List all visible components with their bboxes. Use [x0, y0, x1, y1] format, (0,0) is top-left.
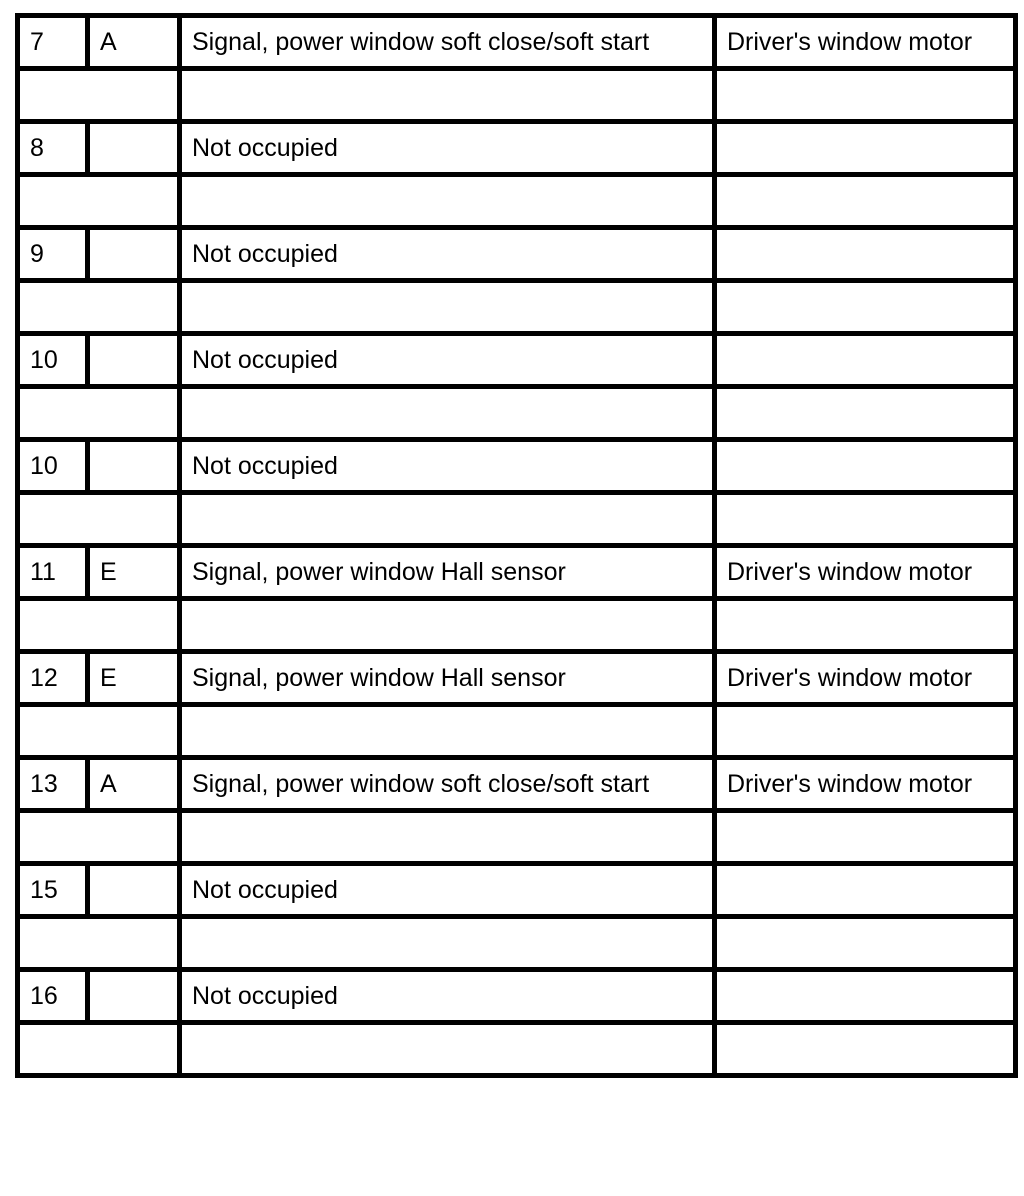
spacer-cell [180, 387, 715, 440]
spacer-cell [715, 69, 1016, 122]
pin-number-cell: 11 [18, 546, 88, 599]
spacer-row [18, 69, 1016, 122]
spacer-cell [715, 175, 1016, 228]
table-row [18, 334, 1016, 387]
description-cell: Not occupied [180, 440, 715, 493]
component-cell [715, 228, 1016, 281]
component-cell [715, 122, 1016, 175]
spacer-cell [18, 493, 180, 546]
component-cell [715, 970, 1016, 1023]
description-cell: Not occupied [180, 334, 715, 387]
component-cell [715, 334, 1016, 387]
spacer-cell [715, 281, 1016, 334]
spacer-cell [180, 493, 715, 546]
description-cell: Not occupied [180, 122, 715, 175]
spacer-cell [18, 1023, 180, 1076]
spacer-cell [715, 387, 1016, 440]
component-cell: Driver's window motor [715, 16, 1016, 69]
spacer-cell [18, 387, 180, 440]
table-row [18, 652, 1016, 705]
spacer-row [18, 281, 1016, 334]
spacer-row [18, 175, 1016, 228]
signal-code-cell [88, 122, 180, 175]
spacer-cell [18, 175, 180, 228]
description-cell: Signal, power window soft close/soft start [180, 16, 715, 69]
table-row [18, 970, 1016, 1023]
description-cell: Signal, power window Hall sensor [180, 546, 715, 599]
pin-number-cell: 8 [18, 122, 88, 175]
signal-code-cell [88, 970, 180, 1023]
pin-number-cell: 15 [18, 864, 88, 917]
pin-number-cell: 13 [18, 758, 88, 811]
description-cell: Signal, power window Hall sensor [180, 652, 715, 705]
component-cell [715, 440, 1016, 493]
signal-code-cell: E [88, 652, 180, 705]
spacer-cell [18, 917, 180, 970]
table-row [18, 228, 1016, 281]
spacer-cell [180, 705, 715, 758]
pin-number-cell: 10 [18, 334, 88, 387]
description-cell: Not occupied [180, 970, 715, 1023]
signal-code-cell [88, 334, 180, 387]
spacer-cell [715, 917, 1016, 970]
table-row [18, 16, 1016, 69]
spacer-cell [180, 69, 715, 122]
spacer-cell [180, 281, 715, 334]
pin-number-cell: 12 [18, 652, 88, 705]
spacer-cell [180, 1023, 715, 1076]
spacer-cell [715, 705, 1016, 758]
component-cell: Driver's window motor [715, 758, 1016, 811]
spacer-cell [180, 917, 715, 970]
pin-assignment-table [15, 13, 1018, 1078]
pin-table-body [18, 16, 1016, 1076]
table-row [18, 546, 1016, 599]
signal-code-cell: A [88, 16, 180, 69]
spacer-cell [18, 281, 180, 334]
spacer-cell [18, 705, 180, 758]
description-cell: Signal, power window soft close/soft start [180, 758, 715, 811]
component-cell [715, 864, 1016, 917]
spacer-row [18, 811, 1016, 864]
table-row [18, 758, 1016, 811]
pin-number-cell: 16 [18, 970, 88, 1023]
spacer-cell [18, 69, 180, 122]
spacer-cell [180, 811, 715, 864]
signal-code-cell [88, 228, 180, 281]
description-cell: Not occupied [180, 864, 715, 917]
spacer-cell [715, 1023, 1016, 1076]
signal-code-cell [88, 440, 180, 493]
component-cell: Driver's window motor [715, 652, 1016, 705]
spacer-cell [715, 811, 1016, 864]
spacer-cell [18, 599, 180, 652]
spacer-cell [180, 599, 715, 652]
spacer-row [18, 1023, 1016, 1076]
spacer-row [18, 387, 1016, 440]
pin-number-cell: 10 [18, 440, 88, 493]
spacer-cell [180, 175, 715, 228]
pin-number-cell: 9 [18, 228, 88, 281]
table-row [18, 122, 1016, 175]
table-row [18, 440, 1016, 493]
spacer-row [18, 917, 1016, 970]
spacer-row [18, 493, 1016, 546]
signal-code-cell [88, 864, 180, 917]
signal-code-cell: E [88, 546, 180, 599]
table-row [18, 864, 1016, 917]
spacer-cell [18, 811, 180, 864]
spacer-row [18, 705, 1016, 758]
spacer-cell [715, 493, 1016, 546]
component-cell: Driver's window motor [715, 546, 1016, 599]
signal-code-cell: A [88, 758, 180, 811]
pin-number-cell: 7 [18, 16, 88, 69]
spacer-cell [715, 599, 1016, 652]
spacer-row [18, 599, 1016, 652]
description-cell: Not occupied [180, 228, 715, 281]
